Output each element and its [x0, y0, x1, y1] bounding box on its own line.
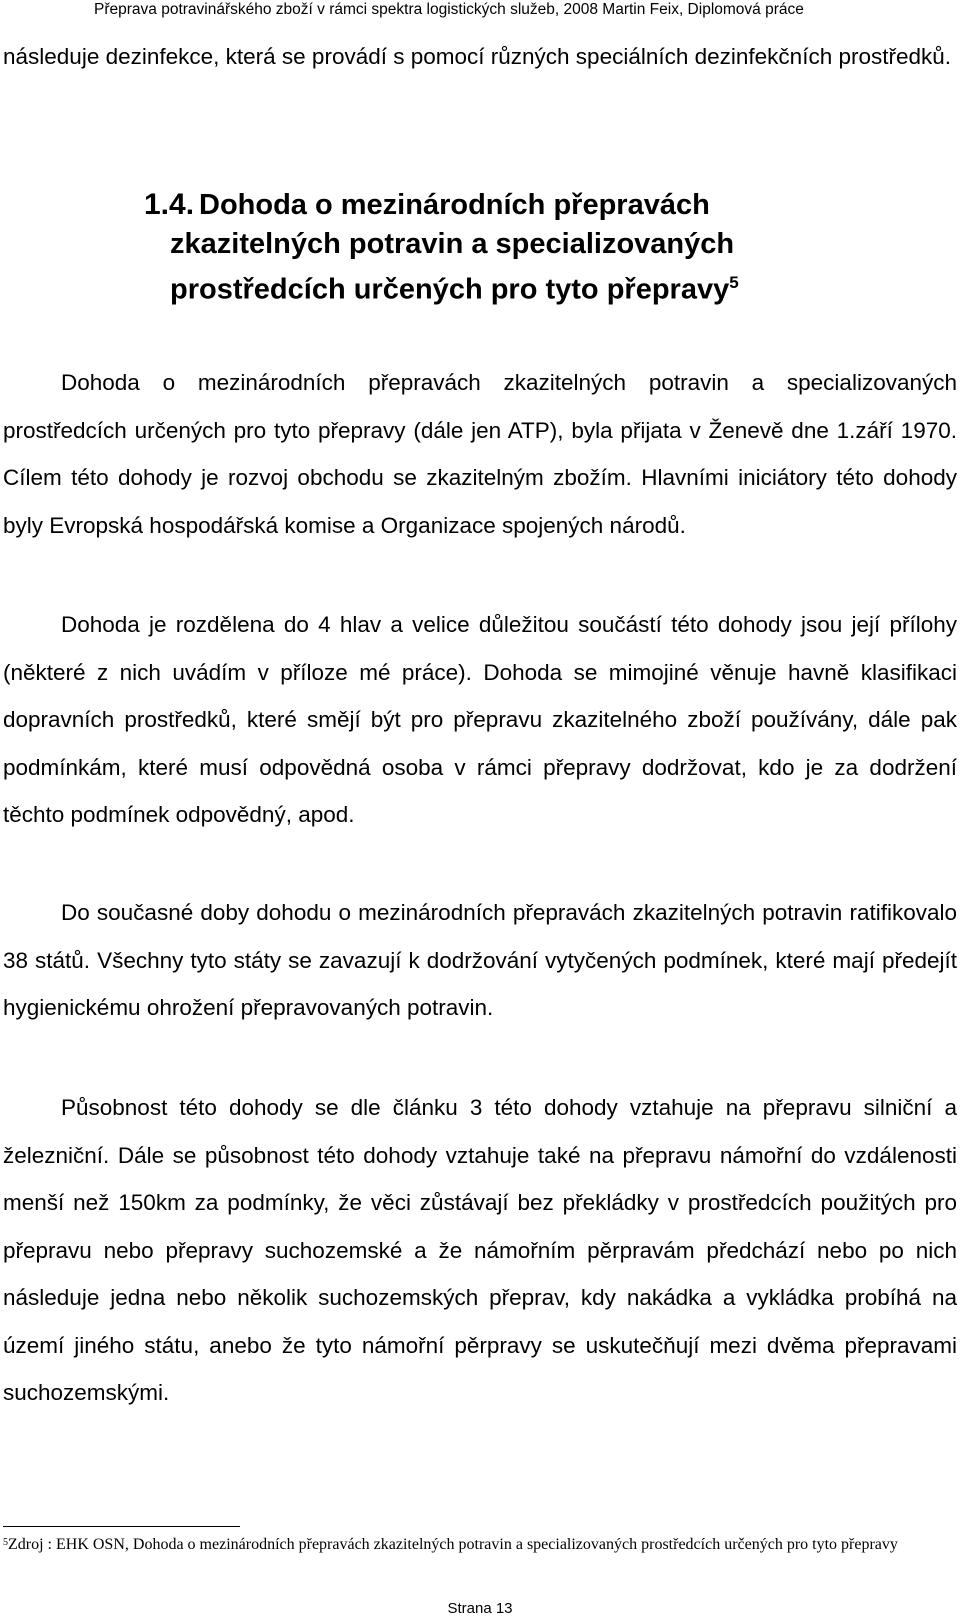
- footnote-marker: 5: [3, 1537, 8, 1548]
- intro-paragraph: následuje dezinfekce, která se provádí s pomocí různých speciálních dezinfekčních prostředků.: [3, 44, 952, 69]
- paragraph-1: Dohoda o mezinárodních přepravách zkazitelných potravin a specializovaných prostředcích určených pro tyto přepravy (dále jen ATP), byla přijata v Ženevě dne 1.září 1970. Cílem této dohody je rozvoj obchodu se zkazitelným zbožím. Hlavními iniciátory této dohody byly Evropská hospodářská komise a Organizace spojených národů.: [3, 370, 957, 538]
- footnote-separator: [3, 1526, 240, 1527]
- section-title-line3: prostředcích určených pro tyto přepravy: [170, 273, 730, 306]
- running-header: Přeprava potravinářského zboží v rámci spektra logistických služeb, 2008 Martin Feix, Diplomová práce: [94, 1, 804, 18]
- footnote: [3, 1534, 957, 1556]
- footnote-ref[interactable]: 5: [729, 273, 739, 292]
- paragraph-3: Do současné doby dohodu o mezinárodních přepravách zkazitelných potravin ratifikovalo 38 států. Všechny tyto státy se zavazují k dodržování vytyčených podmínek, které mají předejít hygienickému ohrožení přepravovaných potravin.: [3, 900, 957, 1020]
- section-title-line2: zkazitelných potravin a specializovaných: [170, 228, 735, 260]
- footnote-text: Zdroj : EHK OSN, Dohoda o mezinárodních přepravách zkazitelných potravin a specializovaných prostředcích určených pro tyto přepravy: [8, 1536, 898, 1553]
- paragraph-4: Působnost této dohody se dle článku 3 této dohody vztahuje na přepravu silniční a železniční. Dále se působnost této dohody vztahuje také na přepravu námořní do vzdálenosti menší než 150km za podmínky, že věci zůstávají bez překládky v prostředcích použitých pro přepravu nebo přepravy suchozemské a že námořním pěrpravám předchází nebo po nich následuje jedna nebo několik suchozemských přeprav, kdy nakádka a vykládka probíhá na území jiného státu, anebo že tyto námořní pěrpravy se uskutečňují mezi dvěma přepravami suchozemskými.: [3, 1095, 957, 1405]
- section-number: 1.4.: [144, 188, 195, 221]
- section-title-line1: Dohoda o mezinárodních přepravách: [199, 189, 710, 221]
- paragraph-2: Dohoda je rozdělena do 4 hlav a velice důležitou součástí této dohody jsou její přílohy (některé z nich uvádím v příloze mé práce). Dohoda se mimojiné věnuje havně klasifikaci dopravních prostředků, které smějí být pro přepravu zkazitelného zboží používány, dále pak podmínkám, které musí odpovědná osoba v rámci přepravy dodržovat, kdo je za dodržení těchto podmínek odpovědný, apod.: [3, 612, 957, 827]
- page-number: Strana 13: [447, 1600, 513, 1617]
